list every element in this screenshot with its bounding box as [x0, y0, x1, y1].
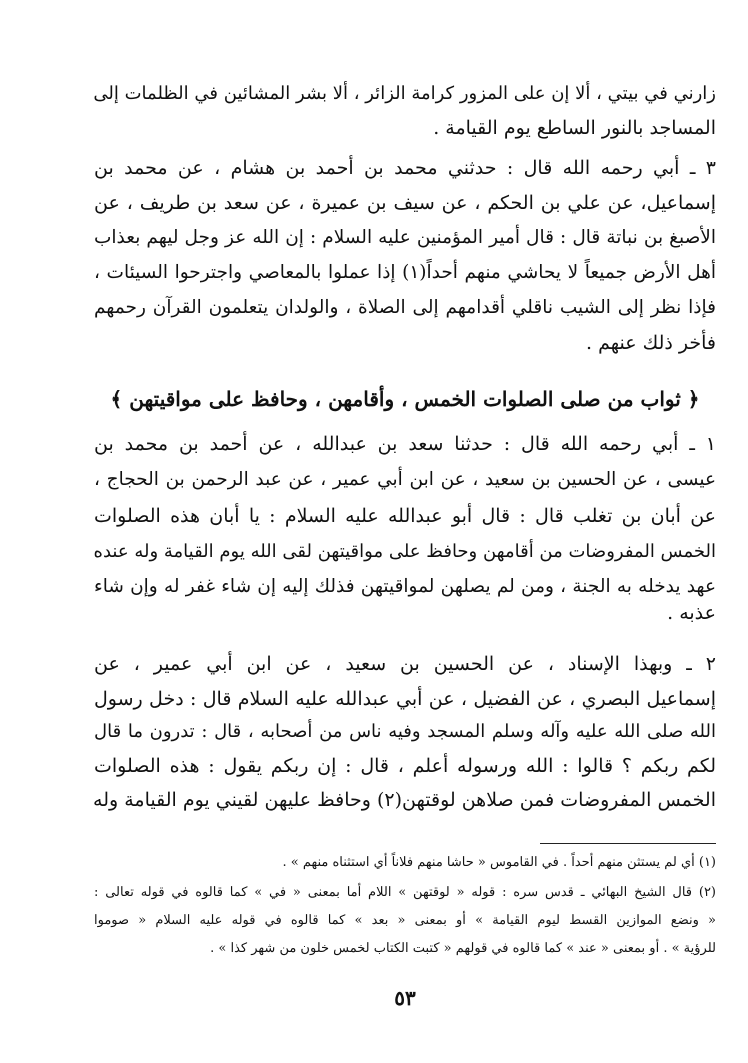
text-line: إسماعيل البصري ، عن الفضيل ، عن أبي عبدالله عليه السلام قال : دخل رسول	[94, 688, 716, 710]
text-line: ٢ ـ وبهذا الإسناد ، عن الحسين بن سعيد ، عن ابن أبي عمير ، عن	[94, 653, 716, 675]
section-heading: ﴿ ثواب من صلى الصلوات الخمس ، وأقامهن ، وحافظ على مواقيتهن ﴾	[110, 387, 700, 411]
text-line: ٣ ـ أبي رحمه الله قال : حدثني محمد بن أحمد بن هشام ، عن محمد بن	[94, 157, 716, 179]
text-line: عذبه .	[667, 602, 716, 624]
text-line: ١ ـ أبي رحمه الله قال : حدثنا سعد بن عبدالله ، عن أحمد بن محمد بن	[94, 433, 716, 455]
text-line: عهد يدخله به الجنة ، ومن لم يصلهن لمواقيتهن فذلك إليه إن شاء غفر له وإن شاء	[94, 576, 716, 597]
footnote-line: للرؤية » . أو بمعنى « عند » كما قالوه في قولهم « كتبت الكتاب لخمس خلون من شهر كذا » .	[210, 941, 716, 956]
text-line: عن أبان بن تغلب قال : قال أبو عبدالله عليه السلام : يا أبان هذه الصلوات	[94, 505, 716, 527]
footnote-line: (١) أي لم يستثن منهم أحداً . في القاموس « حاشا منهم فلاناً أي استثناه منهم » .	[282, 855, 716, 870]
text-line: الخمس المفروضات فمن صلاهن لوقتهن(٢) وحافظ عليهن لقيني يوم القيامة وله	[93, 789, 716, 811]
book-page	[94, 0, 716, 1063]
footnote-line: « ونضع الموازين القسط ليوم القيامة » أو بمعنى « بعد » كما قالوه في قوله عليه السلام « صوموا	[94, 913, 716, 928]
text-line: الخمس المفروضات من أقامهن وحافظ على مواقيتهن لقى الله يوم القيامة وله عنده	[93, 541, 716, 562]
text-line: المساجد بالنور الساطع يوم القيامة .	[433, 117, 716, 139]
text-line: إسماعيل، عن علي بن الحكم ، عن سيف بن عميرة ، عن سعد بن طريف ، عن	[94, 192, 716, 214]
text-line: فإذا نظر إلى الشيب ناقلي أقدامهم إلى الصلاة ، والولدان يتعلمون القرآن رحمهم	[94, 297, 716, 318]
page-number: ٥٣	[394, 986, 416, 1010]
text-line: فأخر ذلك عنهم .	[586, 332, 716, 354]
text-line: زارني في بيتي ، ألا إن على المزور كرامة الزائر ، ألا بشر المشائين في الظلمات إلى	[93, 83, 716, 104]
text-line: الأصبغ بن نباتة قال : قال أمير المؤمنين عليه السلام : إن الله عز وجل ليهم بعذاب	[94, 227, 716, 248]
footnote-line: (٢) قال الشيخ البهائي ـ قدس سره : قوله « لوقتهن » اللام أما بمعنى « في » كما قالوه في قوله تعالى :	[94, 885, 716, 900]
text-line: عيسى ، عن الحسين بن سعيد ، عن ابن أبي عمير ، عن عبد الرحمن بن الحجاج ،	[94, 469, 716, 490]
text-line: لكم ربكم ؟ قالوا : الله ورسوله أعلم ، قال : إن ربكم يقول : هذه الصلوات	[94, 755, 716, 777]
text-line: الله صلى الله عليه وآله وسلم المسجد وفيه ناس من أصحابه ، قال : تدرون ما قال	[94, 721, 716, 742]
footnote-separator	[540, 843, 716, 844]
text-line: أهل الأرض جميعاً لا يحاشي منهم أحداً(١) إذا عملوا بالمعاصي واجترحوا السيئات ،	[94, 262, 716, 283]
